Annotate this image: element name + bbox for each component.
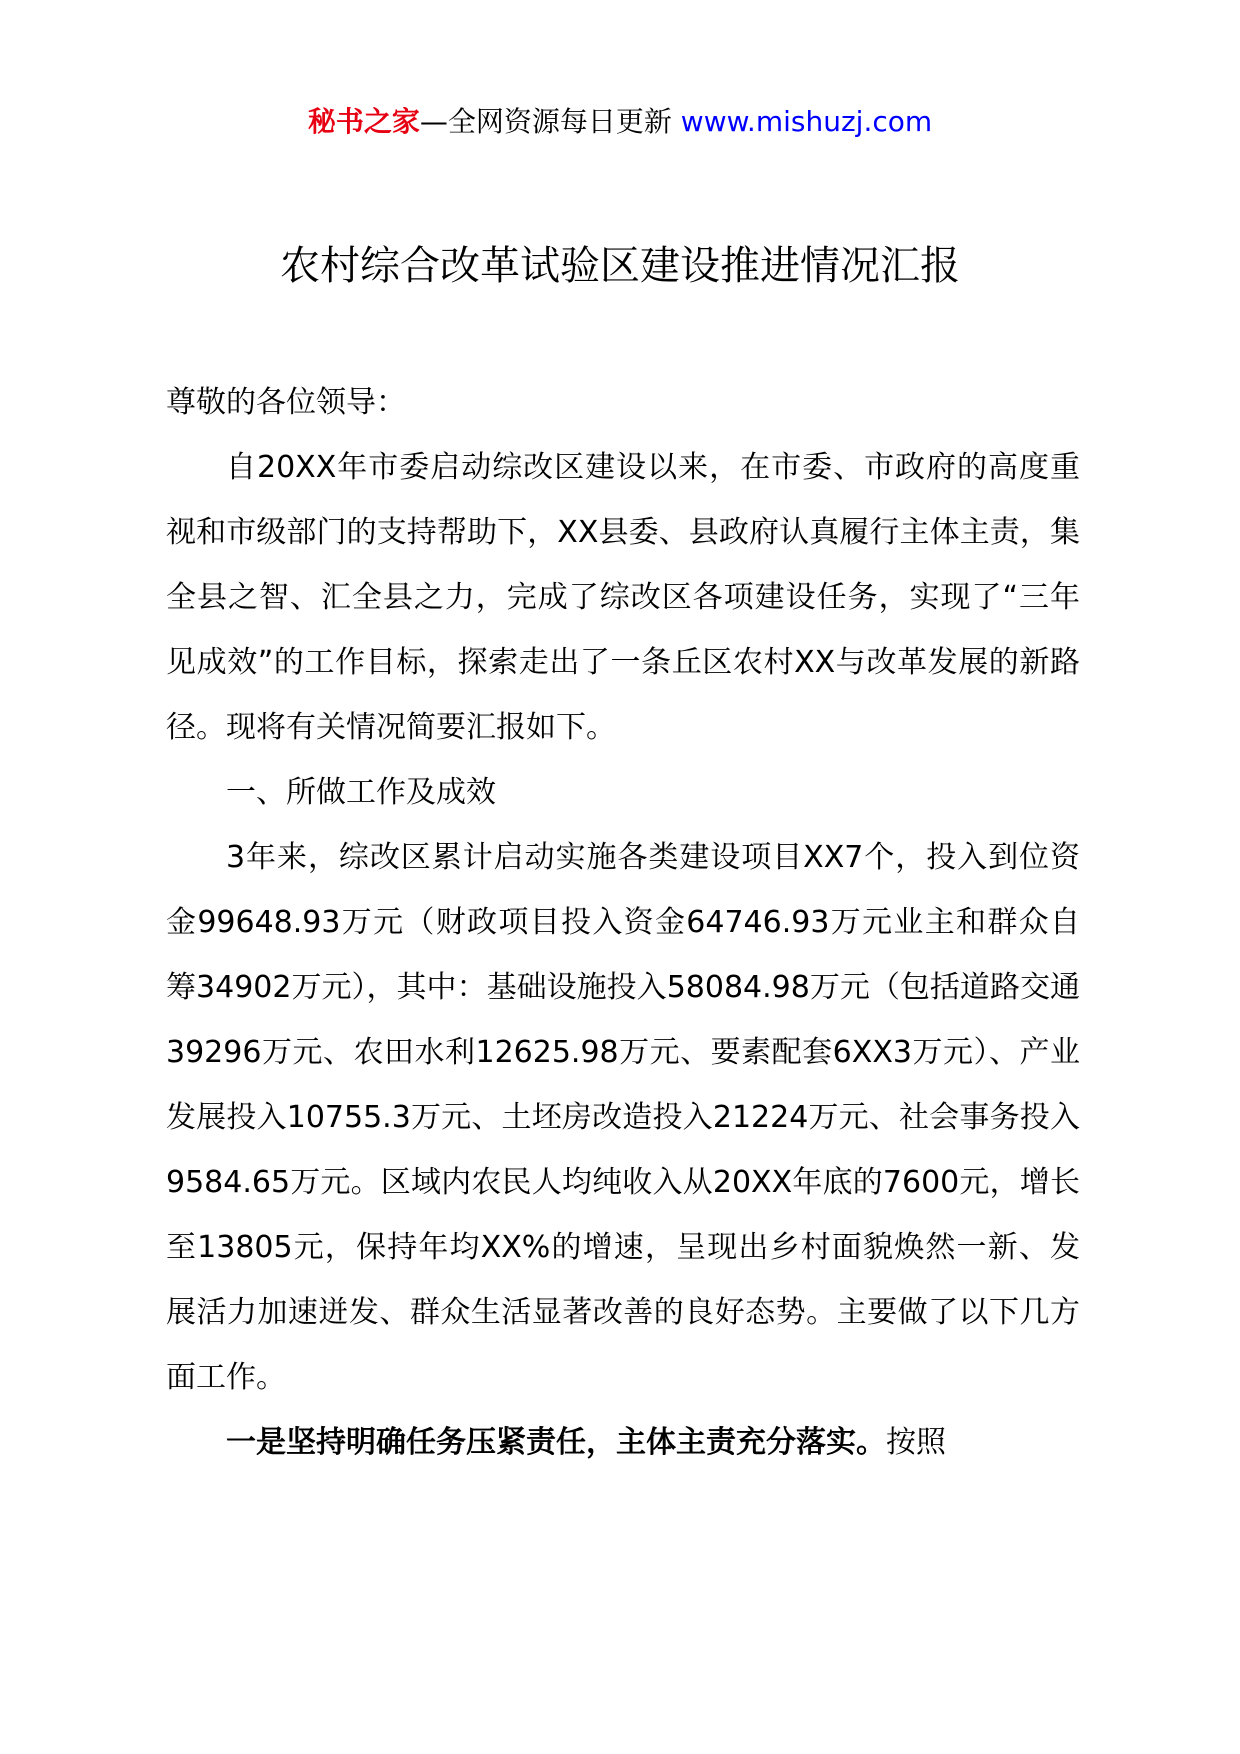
intro-paragraph: 自20XX年市委启动综改区建设以来，在市委、市政府的高度重视和市级部门的支持帮助下，XX县委、县政府认真履行主体主责，集全县之智、汇全县之力，完成了综改区各项建设任务，实现了“三年见成效”的工作目标，探索走出了一条丘区农村XX与改革发展的新路径。现将有关情况简要汇报如下。 <box>166 450 1080 745</box>
point-one-text: 按照 <box>886 1425 946 1460</box>
site-tagline: —全网资源每日更新 <box>419 105 672 138</box>
site-url-link[interactable]: www.mishuzj.com <box>680 105 933 138</box>
section-heading: 一、所做工作及成效 <box>226 775 496 810</box>
point-one-heading: 一是坚持明确任务压紧责任，主体主责充分落实。 <box>226 1425 886 1460</box>
point-one-paragraph <box>166 1410 1080 1475</box>
document-body <box>166 370 1080 1475</box>
results-paragraph: 3年来，综改区累计启动实施各类建设项目XX7个，投入到位资金99648.93万元（财政项目投入资金64746.93万元业主和群众自筹34902万元），其中：基础设施投入58084.98万元（包括道路交通39296万元、农田水利12625.98万元、要素配套6XX3万元）、产业发展投入10755.3万元、土坯房改造投入21224万元、社会事务投入9584.65万元。区域内农民人均纯收入从20XX年底的7600元，增长至13805元，保持年均XX%的增速，呈现出乡村面貌焕然一新、发展活力加速迸发、群众生活显著改善的良好态势。主要做了以下几方面工作。 <box>166 840 1080 1395</box>
site-header <box>0 102 1240 142</box>
salutation: 尊敬的各位领导： <box>166 385 406 420</box>
site-name: 秘书之家 <box>307 105 420 138</box>
document-title: 农村综合改革试验区建设推进情况汇报 <box>280 243 960 289</box>
